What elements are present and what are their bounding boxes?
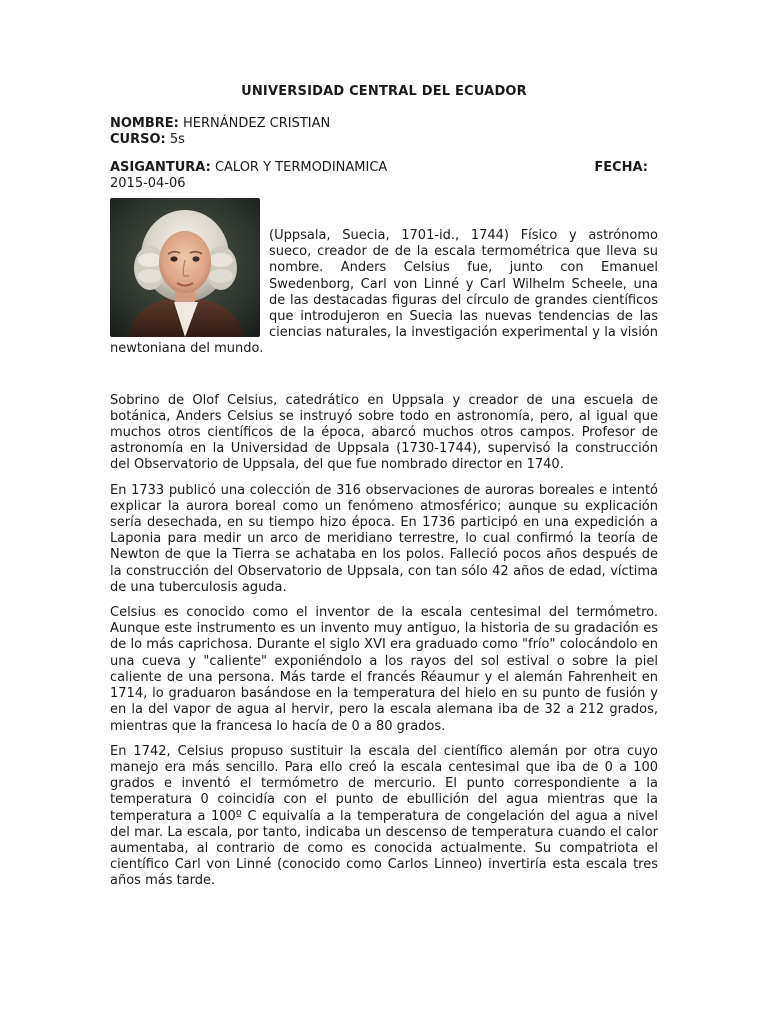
body-paragraph-4: En 1742, Celsius propuso sustituir la escala del científico alemán por otra cuyo manejo era más sencillo. Para ello creó la escala centesimal que iba de 0 a 100 grados e inventó el termómetro de mercurio. El punto correspondiente a la temperatura 0 coincidía con el punto de ebullición del agua mientras que la temperatura a 100º C equivalía a la temperatura de congelación del agua a nivel del mar. La escala, por tanto, indicaba un descenso de temperatura cuando el calor aumentaba, al contrario de como es conocida actualmente. Su compatriota el científico Carl von Linné (conocido como Carlos Linneo) invertiría esta escala tres años más tarde. (110, 743, 658, 889)
name-value: HERNÁNDEZ CRISTIAN (183, 116, 331, 132)
name-label: NOMBRE: (110, 116, 179, 132)
course-value: 5s (169, 132, 185, 148)
subject-line (110, 160, 658, 176)
body-paragraph-3: Celsius es conocido como el inventor de la escala centesimal del termómetro. Aunque este instrumento es un invento muy antiguo, la historia de su gradación es de lo más caprichosa. Durante el siglo XVI era graduado como "frío" colocándolo en una cueva y "caliente" exponiéndolo a los rayos del sol estival o sobre la piel caliente de una persona. Más tarde el francés Réaumur y el alemán Fahrenheit en 1714, lo graduaron basándose en la temperatura del hielo en su punto de fusión y en la del vapor de agua al hervir, pero la escala alemana iba de 32 a 212 grados, mientras que la francesa lo hacía de 0 a 80 grados. (110, 605, 658, 734)
course-label: CURSO: (110, 132, 166, 148)
subject-group (110, 160, 387, 176)
document-title: UNIVERSIDAD CENTRAL DEL ECUADOR (241, 84, 527, 99)
celsius-portrait-image (110, 198, 260, 337)
document-page (110, 84, 658, 899)
date-value: 2015-04-06 (110, 175, 186, 191)
name-line (110, 116, 658, 132)
date-label: FECHA: (594, 159, 648, 175)
body-paragraph-2: En 1733 publicó una colección de 316 observaciones de auroras boreales e intentó explicar la aurora boreal como un fenómeno atmosférico; aunque su explicación sería desechada, en su tiempo hizo época. En 1736 participó en una expedición a Laponia para medir un arco de meridiano terrestre, lo cual confirmó la teoría de Newton de que la Tierra se achataba en los polos. Falleció pocos años después de la construcción del Observatorio de Uppsala, con tan sólo 42 años de edad, víctima de una tuberculosis aguda. (110, 482, 658, 595)
body-paragraph-1: Sobrino de Olof Celsius, catedrático en Uppsala y creador de una escuela de botánica, Anders Celsius se instruyó sobre todo en astronomía, pero, al igual que muchos otros científicos de la época, abarcó muchos otros campos. Profesor de astronomía en la Universidad de Uppsala (1730-1744), supervisó la construcción del Observatorio de Uppsala, del que fue nombrado director en 1740. (110, 392, 658, 473)
intro-paragraph: (Uppsala, Suecia, 1701-id., 1744) Físico y astrónomo sueco, creador de de la escala termométrica que lleva su nombre. Anders Celsius fue, junto con Emanuel Swedenborg, Carl von Linné y Carl Wilhelm Scheele, una de las destacadas figuras del círculo de grandes científicos que introdujeron en Suecia las nuevas tendencias de las ciencias naturales, la investigación experimental y la visión newtoniana del mundo. (110, 228, 658, 357)
course-line (110, 132, 658, 148)
subject-value: CALOR Y TERMODINAMICA (214, 159, 388, 175)
spacer (110, 149, 658, 160)
subject-label: ASIGANTURA: (110, 159, 211, 175)
